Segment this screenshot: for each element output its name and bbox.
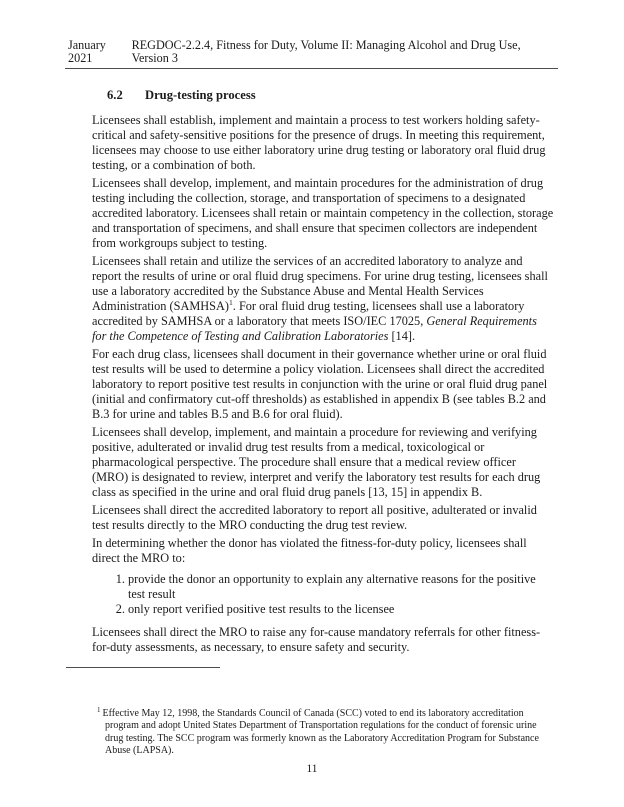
body-paragraph: Licensees shall develop, implement, and maintain a procedure for reviewing and verifying positive, adulterated or invalid drug test results from a medical, toxicological or pharmacological perspective. The procedure shall ensure that a medical review officer (MRO) is designated to review, interpret and verify the laboratory test results for each drug class as specified in the urine and oral fluid drug panels [13, 15] in appendix B. (92, 425, 541, 499)
list-item: 1. provide the donor an opportunity to explain any alternative reasons for the positive test result (128, 572, 554, 602)
page-footer (0, 763, 624, 775)
document-body (92, 88, 554, 758)
closing-paragraph: Licensees shall direct the MRO to raise any for-cause mandatory referrals for other fitness-for-duty assessments, as necessary, to ensure safety and security. (92, 625, 541, 654)
body-paragraphs (92, 113, 554, 566)
footnote-text: Effective May 12, 1998, the Standards Council of Canada (SCC) voted to end its laboratory accreditation program and adopt United States Department of Transportation regulations for the conduct of forensic urine drug testing. The SCC program was formerly known as the Laboratory Accreditation Program for Substance Abuse (LAPSA). (102, 708, 539, 757)
running-header (65, 39, 558, 65)
body-paragraph: In determining whether the donor has violated the fitness-for-duty policy, licensees shall direct the MRO to: (92, 536, 527, 565)
header-rule (65, 68, 558, 69)
footnote-separator (66, 667, 220, 668)
section-number: 6.2 (107, 88, 123, 102)
section-heading (92, 88, 554, 102)
mro-directives-list (92, 572, 554, 617)
page-number: 11 (306, 763, 318, 775)
body-paragraph: Licensees shall direct the accredited laboratory to report all positive, adulterated or invalid test results directly to the MRO conducting the drug test review. (92, 503, 537, 532)
header-date: January 2021 (68, 38, 106, 65)
list-item: 2. only report verified positive test results to the licensee (128, 602, 554, 617)
body-paragraph: Licensees shall establish, implement and maintain a process to test workers holding safety-critical and safety-sensitive positions for the presence of drugs. In meeting this requirement, licensees may choose to use either laboratory urine drug testing or laboratory oral fluid drug testing, or a combination of both. (92, 113, 546, 172)
section-title: Drug-testing process (145, 88, 256, 102)
footnote (97, 705, 543, 758)
header-title: REGDOC-2.2.4, Fitness for Duty, Volume II: Managing Alcohol and Drug Use, Version 3 (131, 38, 521, 65)
body-paragraph: For each drug class, licensees shall document in their governance whether urine or oral fluid test results will be used to determine a policy violation. Licensees shall direct the accredited laboratory to report positive test results in conjunction with the urine or oral fluid drug panel (initial and confirmatory cut-off thresholds) as established in appendix B (see tables B.2 and B.3 for urine and tables B.5 and B.6 for oral fluid). (92, 347, 548, 421)
footnote-marker: 1 (97, 705, 101, 714)
body-paragraph: Licensees shall develop, implement, and maintain procedures for the administration of drug testing including the collection, storage, and transportation of specimens to a designated accredited laboratory. Licensees shall retain or maintain competency in the collection, storage and transportation of specimens, and shall ensure that specimen collectors are independent from workgroups subject to testing. (92, 176, 554, 250)
body-paragraph: Licensees shall retain and utilize the services of an accredited laboratory to analyze and report the results of urine or oral fluid drug specimens. For urine drug testing, licensees shall use a laboratory accredited by the Substance Abuse and Mental Health Services Administration (SAMHSA)$^1$. For oral fluid drug testing, licensees shall use a laboratory accredited by SAMHSA or a laboratory that meets ISO/IEC 17025, General Requirements for the Competence of Testing and Calibration Laboratories [14]. (92, 254, 548, 343)
